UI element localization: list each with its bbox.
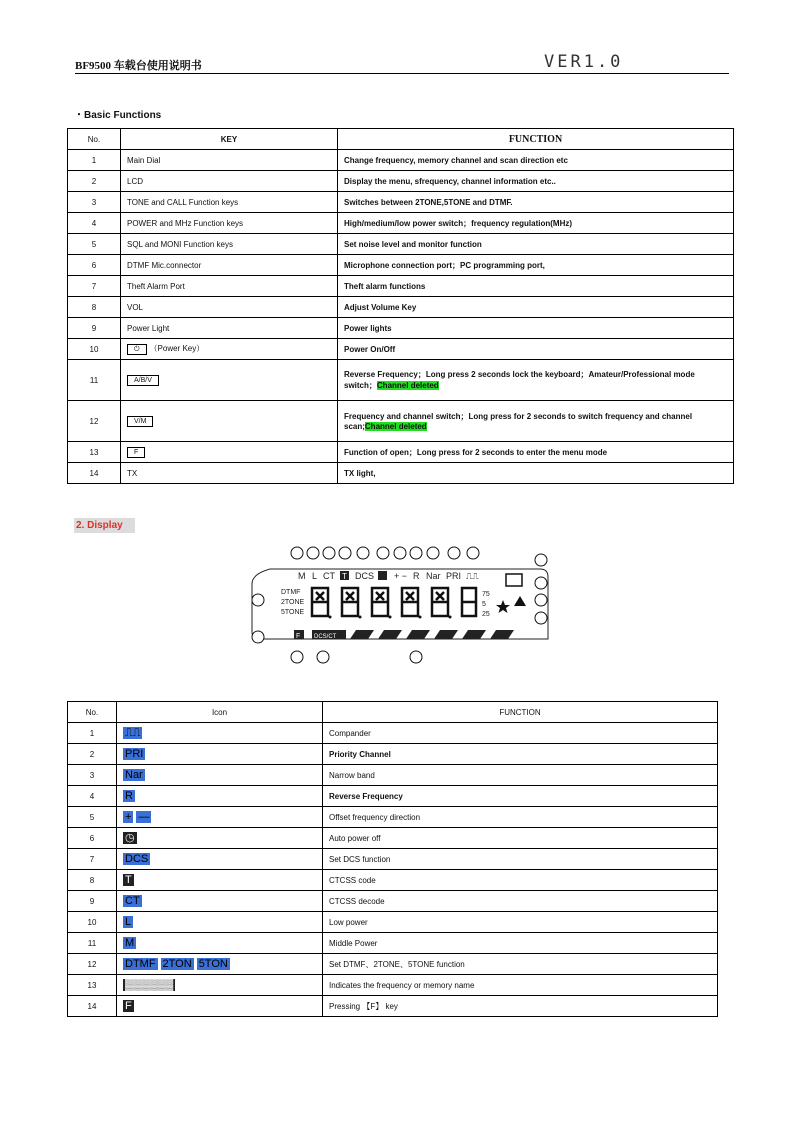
function-cell: [323, 807, 718, 828]
key-name: （Power Key）: [149, 344, 205, 353]
function-cell: [338, 360, 734, 401]
row-number: 14: [68, 463, 121, 484]
row-number: 5: [68, 234, 121, 255]
icon-cell: [117, 765, 323, 786]
function-cell: [338, 276, 734, 297]
function-text: Low power: [329, 917, 368, 927]
icon-cell: [117, 744, 323, 765]
display-icon: DTMF: [125, 958, 156, 970]
icon-cell: [117, 891, 323, 912]
lcd-star-icon: [496, 600, 510, 613]
table-row: [68, 297, 734, 318]
row-number: 11: [68, 360, 121, 401]
function-cell: [323, 870, 718, 891]
table-row: [68, 463, 734, 484]
lcd-dcs-ct-icon: DCS/CT: [314, 634, 337, 640]
function-text: Change frequency, memory channel and scan direction etc: [344, 155, 568, 165]
function-text: Reverse Frequency: [329, 791, 403, 801]
lcd-icon-ct: CT: [323, 571, 335, 581]
table-row: [68, 192, 734, 213]
function-text: Function of open；Long press for 2 seconds to enter the menu mode: [344, 447, 608, 457]
table-header-row: [68, 702, 718, 723]
lcd-icon-dcs: DCS: [355, 571, 375, 581]
table-row: [68, 891, 718, 912]
row-number: 2: [68, 171, 121, 192]
lcd-icon-plus-minus: + −: [394, 571, 408, 581]
table-row: [68, 339, 734, 360]
function-text: Indicates the frequency or memory name: [329, 980, 475, 990]
row-number: 9: [68, 318, 121, 339]
function-text: Middle Power: [329, 938, 378, 948]
row-number: 3: [68, 765, 117, 786]
lcd-mark-75: 75: [482, 591, 490, 598]
function-cell: [323, 975, 718, 996]
function-cell: [338, 339, 734, 360]
table-row: [68, 870, 718, 891]
display-icon: DCS: [125, 853, 149, 865]
table-row: [68, 954, 718, 975]
function-cell: [338, 255, 734, 276]
function-cell: [323, 891, 718, 912]
display-icon: ▓▓▓▓▓▓: [125, 979, 174, 991]
function-cell: [323, 954, 718, 975]
icon-cell: [117, 954, 323, 975]
function-cell: [338, 442, 734, 463]
key-name: Theft Alarm Port: [127, 281, 185, 291]
row-number: 10: [68, 912, 117, 933]
function-text: Auto power off: [329, 833, 381, 843]
row-number: 9: [68, 891, 117, 912]
display-icon: ◷: [125, 832, 135, 844]
function-cell: [338, 297, 734, 318]
display-icon: —: [138, 811, 150, 823]
function-text: TX light,: [344, 468, 376, 478]
function-text: CTCSS decode: [329, 896, 385, 906]
key-name: TONE and CALL Function keys: [127, 197, 239, 207]
row-number: 1: [68, 723, 117, 744]
function-cell: [338, 192, 734, 213]
key-name: TX: [127, 468, 138, 478]
section-basic-functions-title: ・Basic Functions: [74, 110, 162, 121]
icon-cell: [117, 912, 323, 933]
display-icon: 2TON: [162, 958, 192, 970]
key-name: DTMF Mic.connector: [127, 260, 202, 270]
function-cell: [338, 171, 734, 192]
lcd-channel-digits: [506, 574, 522, 586]
function-text: Set DTMF、2TONE、5TONE function: [329, 959, 465, 969]
row-number: 6: [68, 255, 121, 276]
key-cell: [121, 318, 338, 339]
lcd-icon-clock: [378, 571, 387, 580]
key-cell: [121, 192, 338, 213]
function-text: Set noise level and monitor function: [344, 239, 482, 249]
key-icon: F: [127, 447, 145, 458]
section-display-title: 2. Display: [74, 518, 135, 533]
key-cell: [121, 297, 338, 318]
function-cell: [323, 828, 718, 849]
key-name: VOL: [127, 302, 144, 312]
row-number: 8: [68, 870, 117, 891]
row-number: 1: [68, 150, 121, 171]
lcd-f-icon: F: [296, 633, 301, 640]
function-text: Narrow band: [329, 770, 375, 780]
lcd-mark-5: 5: [482, 601, 486, 608]
key-name: Power Light: [127, 323, 170, 333]
table-row: [68, 933, 718, 954]
display-icon: +: [125, 811, 132, 823]
key-name: LCD: [127, 176, 144, 186]
version-label: VER1.0: [544, 52, 624, 72]
icon-cell: [117, 786, 323, 807]
row-number: 12: [68, 954, 117, 975]
key-icon: A/B/V: [127, 375, 159, 386]
function-text: Frequency and channel switch；Long press for 2 seconds to switch frequency and channel scan;: [344, 412, 693, 431]
basic-functions-table: [67, 128, 734, 484]
column-header-no: No.: [68, 702, 117, 723]
table-row: [68, 401, 734, 442]
icon-cell: [117, 849, 323, 870]
row-number: 6: [68, 828, 117, 849]
table-row: [68, 318, 734, 339]
column-header-function: FUNCTION: [338, 129, 734, 150]
icon-cell: [117, 996, 323, 1017]
display-icon: 5TON: [198, 958, 228, 970]
icon-cell: [117, 933, 323, 954]
row-number: 3: [68, 192, 121, 213]
lcd-triangle-icon: [514, 596, 526, 606]
function-cell: [338, 463, 734, 484]
icon-cell: [117, 975, 323, 996]
display-icon: T: [125, 874, 132, 886]
table-row: [68, 171, 734, 192]
table-row: [68, 807, 718, 828]
table-header-row: [68, 129, 734, 150]
function-cell: [338, 401, 734, 442]
function-text: Offset frequency direction: [329, 812, 421, 822]
function-cell: [323, 996, 718, 1017]
lcd-icon-compander: ⎍⎍: [466, 571, 479, 581]
table-row: [68, 723, 718, 744]
display-icon: CT: [125, 895, 140, 907]
lcd-icon-nar: Nar: [426, 571, 441, 581]
function-cell: [323, 849, 718, 870]
table-row: [68, 786, 718, 807]
table-row: [68, 996, 718, 1017]
display-icon: ⎍⎍: [125, 727, 141, 739]
key-cell: [121, 150, 338, 171]
key-name: POWER and MHz Function keys: [127, 218, 244, 228]
key-name: Main Dial: [127, 155, 161, 165]
function-cell: [323, 933, 718, 954]
function-cell: [338, 213, 734, 234]
row-number: 10: [68, 339, 121, 360]
function-text: Theft alarm functions: [344, 281, 426, 291]
table-row: [68, 744, 718, 765]
key-cell: [121, 234, 338, 255]
lcd-icon-t: T: [342, 572, 347, 581]
function-text: Display the menu, sfrequency, channel information etc..: [344, 176, 556, 186]
function-text: High/medium/low power switch；frequency regulation(MHz): [344, 218, 573, 228]
column-header-key: KEY: [121, 129, 338, 150]
function-text: Set DCS function: [329, 854, 391, 864]
function-text: Adjust Volume Key: [344, 302, 417, 312]
icon-cell: [117, 807, 323, 828]
lcd-icon-l: L: [312, 571, 318, 581]
lcd-icon-pri: PRI: [446, 571, 462, 581]
display-icon: L: [125, 916, 132, 928]
function-text: Microphone connection port；PC programming port,: [344, 260, 545, 270]
table-row: [68, 442, 734, 463]
key-cell: [121, 276, 338, 297]
function-cell: [338, 234, 734, 255]
function-cell: [323, 765, 718, 786]
table-row: [68, 828, 718, 849]
row-number: 2: [68, 744, 117, 765]
table-row: [68, 255, 734, 276]
table-row: [68, 213, 734, 234]
row-number: 12: [68, 401, 121, 442]
table-row: [68, 150, 734, 171]
column-header-no: No.: [68, 129, 121, 150]
lcd-display-diagram: [250, 544, 560, 664]
display-icons-table: [67, 701, 718, 1017]
function-cell: [338, 150, 734, 171]
display-icon: Nar: [125, 769, 143, 781]
function-text: Switches between 2TONE,5TONE and DTMF.: [344, 197, 513, 207]
header-divider: [75, 73, 729, 74]
row-number: 14: [68, 996, 117, 1017]
function-text: Priority Channel: [329, 749, 391, 759]
function-cell: [323, 786, 718, 807]
lcd-frequency-digits: [312, 588, 476, 616]
display-icon: M: [125, 937, 135, 949]
lcd-icon-r: R: [413, 571, 420, 581]
function-cell: [323, 723, 718, 744]
row-number: 8: [68, 297, 121, 318]
key-cell: [121, 339, 338, 360]
row-number: 7: [68, 849, 117, 870]
table-row: [68, 975, 718, 996]
key-icon: ⏻: [127, 344, 147, 355]
row-number: 4: [68, 786, 117, 807]
display-icon: PRI: [125, 748, 144, 760]
lcd-icon-m: M: [298, 571, 306, 581]
row-number: 13: [68, 442, 121, 463]
key-cell: [121, 401, 338, 442]
table-row: [68, 276, 734, 297]
function-text: Reverse Frequency；Long press 2 seconds lock the keyboard；Amateur/Professional mode switch；: [344, 370, 695, 390]
lcd-signal-bars: [350, 630, 514, 639]
function-text: Pressing 【F】 key: [329, 1001, 398, 1011]
document-title: BF9500 车载台使用说明书: [75, 60, 202, 72]
function-cell: [323, 744, 718, 765]
lcd-icon-2tone: 2TONE: [281, 599, 305, 606]
key-cell: [121, 171, 338, 192]
table-row: [68, 765, 718, 786]
function-text: Compander: [329, 728, 371, 738]
row-number: 11: [68, 933, 117, 954]
key-cell: [121, 442, 338, 463]
key-icon: V/M: [127, 416, 153, 427]
function-cell: [338, 318, 734, 339]
display-icon: F: [125, 1000, 132, 1012]
row-number: 5: [68, 807, 117, 828]
icon-cell: [117, 723, 323, 744]
column-header-icon: Icon: [117, 702, 323, 723]
key-name: SQL and MONI Function keys: [127, 239, 233, 249]
lcd-icon-dtmf: DTMF: [281, 589, 301, 596]
table-row: [68, 234, 734, 255]
function-text: Power lights: [344, 323, 392, 333]
row-number: 7: [68, 276, 121, 297]
table-row: [68, 360, 734, 401]
table-row: [68, 912, 718, 933]
table-row: [68, 849, 718, 870]
function-text: CTCSS code: [329, 875, 376, 885]
key-cell: [121, 213, 338, 234]
function-highlight: Channel deleted: [364, 422, 427, 431]
function-text: Power On/Off: [344, 344, 396, 354]
key-cell: [121, 360, 338, 401]
lcd-mark-25: 25: [482, 611, 490, 618]
lcd-icon-5tone: 5TONE: [281, 609, 305, 616]
row-number: 13: [68, 975, 117, 996]
function-cell: [323, 912, 718, 933]
row-number: 4: [68, 213, 121, 234]
icon-cell: [117, 828, 323, 849]
display-icon: R: [125, 790, 133, 802]
function-highlight: Channel deleted: [376, 381, 439, 390]
column-header-function: FUNCTION: [323, 702, 718, 723]
key-cell: [121, 255, 338, 276]
key-cell: [121, 463, 338, 484]
icon-cell: [117, 870, 323, 891]
